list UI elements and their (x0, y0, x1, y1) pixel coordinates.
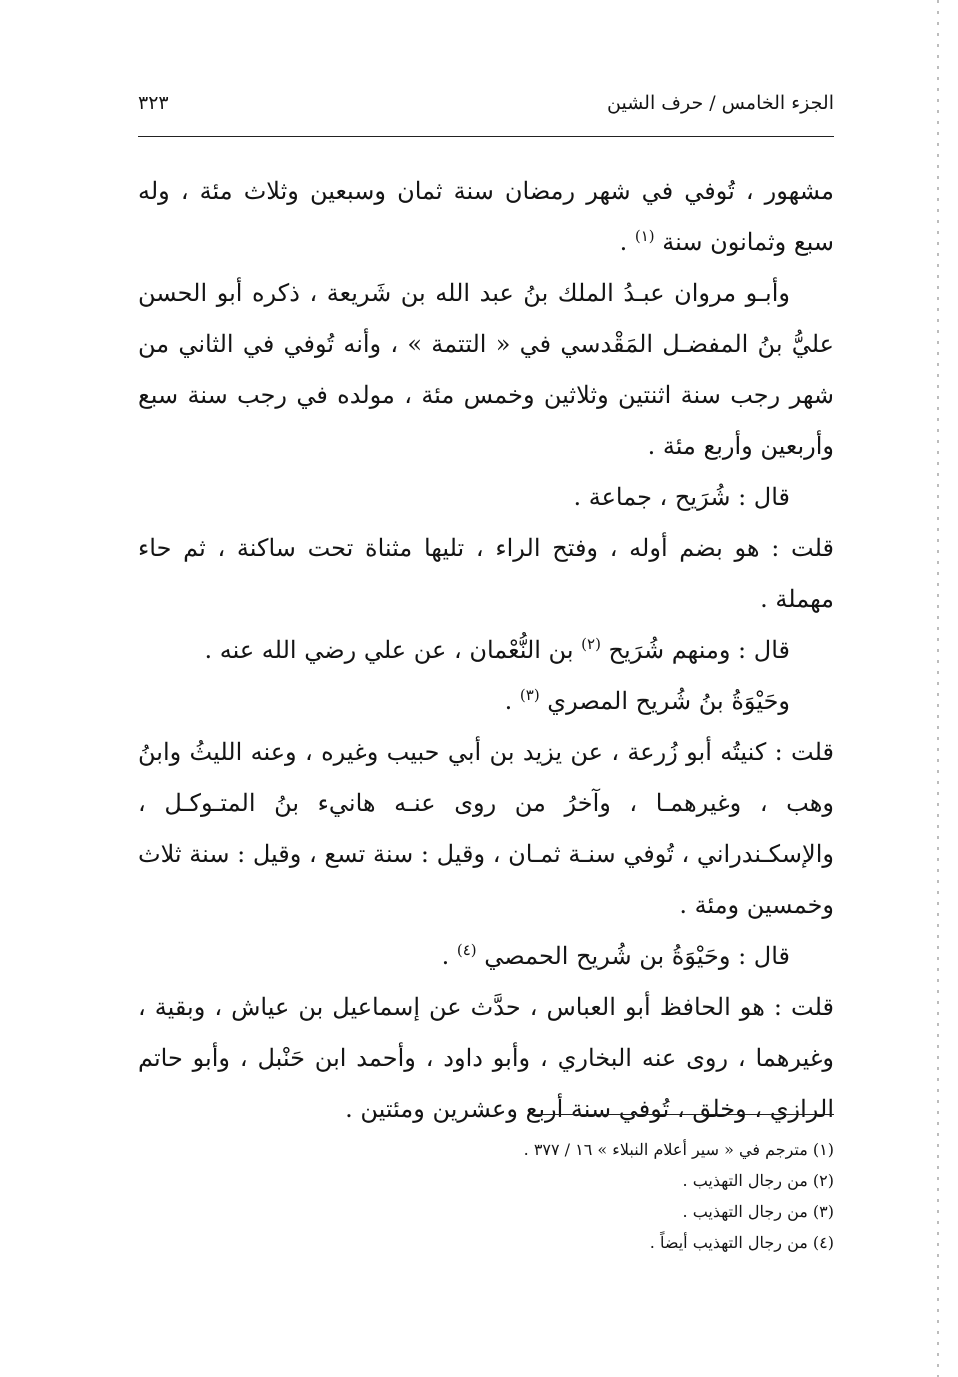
paragraph (138, 982, 834, 1135)
paragraph-text: قال : شُرَيح ، جماعة . (573, 483, 790, 511)
page-header (138, 92, 834, 126)
paragraph (138, 166, 834, 268)
footnote-reference: (٢) (581, 635, 601, 653)
paragraph-text: قلت : هو بضم أوله ، وفتح الراء ، تليها مثناة تحت ساكنة ، ثم حاء مهملة . (138, 534, 834, 613)
paragraph-text: قلت : كنيتُه أبو زُرعة ، عن يزيد بن أبي حبيب وغيره ، وعنه الليثُ وابنُ وهب ، وغيرهمـا ، وآخرُ من روى عنـه هانيء بنُ المتـوكـل ، والإسكـندراني ، تُوفي سنـة ثمـان ، وقيل : سنة تسع ، وقيل : سنة ثلاث وخمسين ومئة . (138, 738, 835, 919)
main-text (138, 166, 834, 1135)
paragraph (138, 727, 834, 931)
paragraph (138, 523, 834, 625)
footnote-separator (534, 1114, 834, 1115)
page-number: ٣٢٣ (138, 92, 169, 114)
footnote-reference: (١) (634, 227, 655, 245)
paragraph-text: وأبـو مروان عبـدُ الملك بنُ عبد الله بن شَريعة ، ذكره أبو الحسن عليُّ بنُ المفضـل المَقْدسي في « التتمة » ، وأنه تُوفي في الثاني من شهر رجب سنة اثنتين وثلاثين وخمس مئة ، مولده في رجب سنة سبع وأربعين وأربع مئة . (138, 279, 834, 460)
running-title: الجزء الخامس / حرف الشين (607, 92, 834, 114)
paragraph-text: . (441, 942, 457, 970)
paragraph-text: قال : ومنهم شُرَيح (600, 636, 790, 664)
paragraph (138, 931, 834, 982)
scan-edge-dots (937, 0, 939, 1377)
footnote: (٣) من رجال التهذيب . (682, 1202, 834, 1221)
paragraph-text: بن النُّعْمان ، عن علي رضي الله عنه . (204, 636, 582, 664)
footnote: (٢) من رجال التهذيب . (682, 1171, 834, 1190)
paragraph-text: وحَيْوَةُ بنُ شُريح المصري (539, 687, 790, 715)
paragraph (138, 268, 834, 472)
footnote: (٤) من رجال التهذيب أيضاً . (649, 1233, 834, 1252)
footnote-reference: (٤) (456, 941, 477, 959)
header-rule (138, 136, 834, 137)
paragraph-text: مشهور ، تُوفي في شهر رمضان سنة ثمان وسبعين وثلاث مئة ، وله سبع وثمانون سنة (138, 177, 834, 256)
footnote: (١) مترجم في « سير أعلام النبلاء » ١٦ / ٣٧٧ . (523, 1140, 834, 1159)
footnotes (138, 1134, 834, 1258)
paragraph-text: . (619, 228, 635, 256)
paragraph (138, 625, 834, 676)
paragraph-text: . (504, 687, 520, 715)
paragraph-text: قلت : هو الحافظ أبو العباس ، حدَّث عن إسماعيل بن عياش ، وبقية ، وغيرهما ، روى عنه البخاري ، وأبو داود ، وأحمد ابن حَنْبل ، وأبو حاتم الرازي ، وخلق ، تُوفي سنة أربع وعشرين ومئتين . (138, 993, 834, 1123)
paragraph (138, 472, 834, 523)
footnote-reference: (٣) (519, 686, 540, 704)
paragraph (138, 676, 834, 727)
paragraph-text: قال : وحَيْوَةُ بن شُريح الحمصي (476, 942, 790, 970)
